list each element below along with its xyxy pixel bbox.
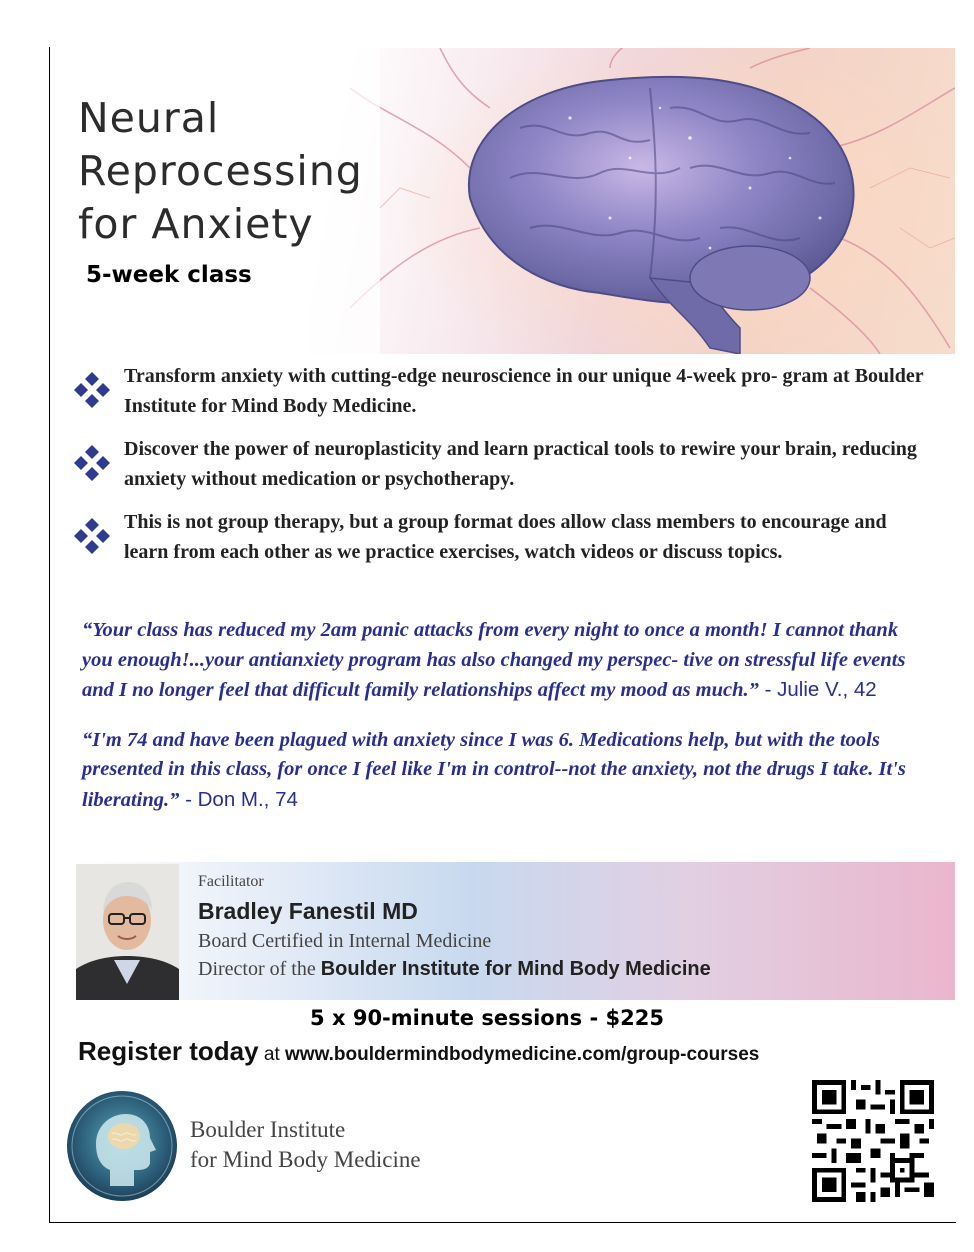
facilitator-role: Facilitator [198,873,264,890]
diamond-cluster-icon [74,518,110,554]
diamond-cluster-icon [74,445,110,481]
org-name-line-2: for Mind Body Medicine [190,1147,421,1172]
institute-name: Boulder Institute for Mind Body Medicine [320,958,711,980]
testimonial-text: “I'm 74 and have been plagued with anxiety since I was 6. Medications help, but with the tools presented in this class, for once I feel like I'm in control--not the anxiety, not the drugs I take. It's liberating.” [82,728,906,811]
register-url-link[interactable]: www.bouldermindbodymedicine.com/group-courses [285,1044,760,1065]
register-at: at [258,1044,286,1065]
register-lead: Register today [78,1036,259,1066]
bullet-list [70,362,930,581]
title-line-2: Reprocessing [78,147,363,195]
position-prefix: Director of the [198,958,321,980]
institute-logo [66,1090,178,1202]
title-line-3: for Anxiety [78,200,314,248]
bullet-text: Discover the power of neuroplasticity and learn practical tools to rewire your brain, reducing anxiety without medication or psychotherapy. [124,438,917,490]
testimonials [82,616,932,835]
title-line-1: Neural [78,94,220,142]
testimonial [82,616,932,706]
sessions-price: 5 x 90-minute sessions - $225 [310,1006,664,1030]
testimonial-author: - Don M., 74 [179,787,298,811]
class-length-subtitle: 5-week class [86,262,252,288]
testimonial-text: “Your class has reduced my 2am panic attacks from every night to once a month! I cannot thank you enough!...your antianxiety program has also changed my perspec- tive on stressful life events and I no longer feel that difficult family relationships affect my mood as much.” [82,619,906,701]
diamond-cluster-icon [74,372,110,408]
facilitator-name: Bradley Fanestil MD [198,898,418,924]
testimonial [82,726,932,816]
facilitator-photo [76,864,179,1000]
facilitator-credential: Board Certified in Internal Medicine [198,930,492,952]
bullet-item [70,508,930,567]
facilitator-position [198,958,711,981]
org-name-line-1: Boulder Institute [190,1117,346,1142]
bullet-text: This is not group therapy, but a group format does allow class members to encourage and learn from each other as we practice exercises, watch videos or discuss topics. [124,511,887,563]
bullet-item [70,435,930,494]
testimonial-author: - Julie V., 42 [758,678,877,701]
bullet-item [70,362,930,421]
register-line [78,1036,759,1067]
bullet-text: Transform anxiety with cutting-edge neuroscience in our unique 4-week pro- gram at Boulder Institute for Mind Body Medicine. [124,365,924,417]
page-title [78,92,363,251]
qr-code[interactable] [810,1080,936,1202]
